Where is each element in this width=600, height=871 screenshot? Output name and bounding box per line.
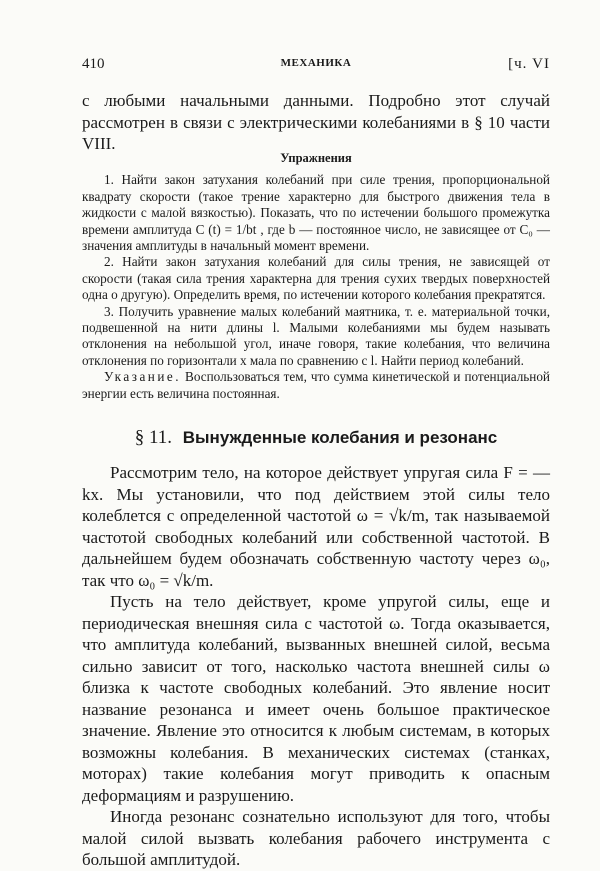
- body-paragraph-3: Иногда резонанс сознательно используют для того, чтобы малой силой вызвать колебания рабочего инструмента с большой амплитудой.: [82, 807, 550, 869]
- section-mark: § 11.: [134, 427, 173, 448]
- body-paragraph-1: Рассмотрим тело, на которое действует упругая сила F = — kx. Мы установили, что под действием этой силы тело колеблется с определенной частотой ω = √k/m, так называемой частотой свободных колебаний или собственной частотой. В дальнейшем будем обозначать собственную частоту через ω₀, так что ω₀ = √k/m.: [82, 463, 550, 590]
- section-title: Вынужденные колебания и резонанс: [182, 428, 498, 447]
- running-title: МЕХАНИКА: [280, 57, 352, 69]
- exercise-item-1: 1. Найти закон затухания колебаний при силе трения, пропорциональной квадрату скорости (такое трение характерно для быстрого движения тела в жидкости с малой вязкостью). Показать, что по истечении большого промежутка времени амплитуда C (t) = 1/bt , где b — постоянное число, не зависящее от C₀ — значения амплитуды в начальный момент времени.: [82, 172, 550, 254]
- exercise-item-3: 3. Получить уравнение малых колебаний маятника, т. е. материальной точки, подвешенной на нити длины l. Малыми колебаниями мы будем называть отклонения на небольшой угол, иначе говоря, такие колебания, что величина отклонения по горизонтали x мала по сравнению с l. Найти период колебаний.: [82, 303, 550, 368]
- running-header: [82, 56, 550, 76]
- hint-label: Указание.: [104, 369, 182, 385]
- chapter-marker: [ч. VI: [508, 56, 550, 72]
- hint-text: Воспользоваться тем, что сумма кинетической и потенциальной энергии есть величина постоянная.: [82, 369, 550, 401]
- section-heading: [82, 427, 550, 449]
- exercises-block: [82, 150, 550, 402]
- exercise-item-2: 2. Найти закон затухания колебаний для силы трения, не зависящей от скорости (такая сила трения характерна для трения сухих твердых поверхностей одна о другую). Определить время, по истечении которого колебания прекратятся.: [82, 254, 550, 303]
- intro-block: [82, 90, 550, 155]
- intro-paragraph: с любыми начальными данными. Подробно этот случай рассмотрен в связи с электрическими колебаниями в § 10 части VIII.: [82, 91, 550, 153]
- section-body: [82, 462, 550, 871]
- page-number: 410: [82, 56, 105, 72]
- body-paragraph-2: Пусть на тело действует, кроме упругой силы, еще и периодическая внешняя сила с частотой ω. Тогда оказывается, что амплитуда колебаний, вызванных внешней силой, весьма сильно зависит от того, насколько частота внешней силы ω близка к частоте свободных колебаний. Это явление носит название резонанса и имеет очень большое практическое значение. Явление это относится к любым системам, в которых возможны колебания. В механических системах (станках, моторах) такие колебания могут приводить к опасным деформациям и разрушению.: [82, 592, 550, 805]
- exercises-title: Упражнения: [280, 151, 352, 165]
- exercise-hint: [82, 369, 550, 402]
